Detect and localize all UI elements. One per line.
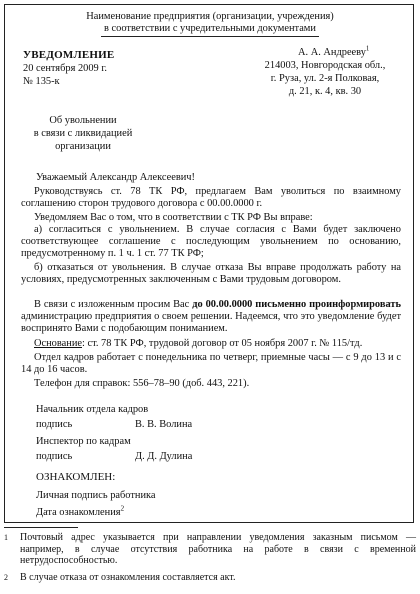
footnote-1-text: Почтовый адрес указывается при направлении уведомления заказным письмом — например, в случае отсутствия работника на работе в связи с временной нетрудоспособностью. [20,532,416,566]
head-of-hr-title: Начальник отдела кадров [36,404,149,415]
subject-line2: в связи с ликвидацией [33,128,133,139]
body-paragraph-request: В связи с изложенным просим Вас до 00.00.0000 письменно проинформировать администрацию предприятия о своем решении. Надеемся, что это уведомление будет воспринято Вами с подобающим пониманием. [21,299,402,334]
organization-name-line1: Наименование предприятия (организации, учреждения) [86,11,334,22]
phone-line: Телефон для справок: 556–78–90 (доб. 443, 221). [34,378,250,389]
hr-inspector-name: Д. Д. Дулина [135,451,193,462]
footnote-2-mark: 2 [4,573,8,582]
subject-line3: организации [55,141,111,152]
body-paragraph-1: Руководствуясь ст. 78 ТК РФ, предлагаем Вам уволиться по взаимному соглашению сторон трудового договора с 00.00.0000 г. [21,186,401,209]
acknowledged-heading: ОЗНАКОМЛЕН: [36,471,116,483]
signature-label-2: подпись [36,451,73,462]
footnote-separator [4,527,78,528]
notice-number: № 135-к [23,76,60,87]
body-paragraph-option-a: а) согласиться с увольнением. В случае согласия с Вами будет заключено соответствующее соглашение с последующим увольнением по основанию, предусмотренному п. 1 ч. 1 ст. 77 ТК РФ; [21,224,401,259]
organization-name-line2: в соответствии с учредительными документами [104,23,316,34]
body-paragraph-2: Уведомляем Вас о том, что в соответствии с ТК РФ Вы вправе: [34,212,313,223]
recipient-name: А. А. Андрееву$^1$ [298,44,370,58]
recipient-address-line3: д. 21, к. 4, кв. 30 [288,86,362,97]
hr-inspector-title: Инспектор по кадрам [36,436,131,447]
body-paragraph-option-b: б) отказаться от увольнения. В случае отказа Вы вправе продолжать работу на условиях, предусмотренных заключенным с Вами трудовым договором. [21,262,401,285]
footnote-mark-2: 2 [120,504,125,513]
recipient-address-line2: г. Руза, ул. 2-я Полковая, [270,73,380,84]
recipient-address-line1: 214003, Новгородская обл., [264,60,386,71]
subject-line1: Об увольнении [49,115,117,126]
deadline-emphasis: до 00.00.0000 письменно проинформировать [192,299,402,310]
employee-signature-line: Личная подпись работника [36,490,156,501]
greeting: Уважаемый Александр Алексеевич! [36,172,195,183]
footnote-1-mark: 1 [4,533,8,542]
notice-date: 20 сентября 2009 г. [23,63,108,74]
acknowledgement-date-line: Дата ознакомления$^2$ [36,504,125,518]
footnote-1 [4,532,416,568]
office-hours: Отдел кадров работает с понедельника по четверг, приемные часы — с 9 до 13 и с 14 до 16 часов. [21,352,401,375]
organization-underline [101,36,319,37]
signature-label-1: подпись [36,419,73,430]
document-frame [4,4,414,523]
footnote-2-text: В случае отказа от ознакомления составляется акт. [20,572,236,583]
head-of-hr-name: В. В. Волина [135,419,193,430]
footnote-2 [4,572,416,585]
basis-line: Основание: ст. 78 ТК РФ, трудовой договор от 05 ноября 2007 г. № 115/тд. [34,338,363,349]
footnote-mark-1: 1 [365,44,370,53]
notice-title: УВЕДОМЛЕНИЕ [23,49,115,61]
basis-label: Основание [34,338,82,349]
